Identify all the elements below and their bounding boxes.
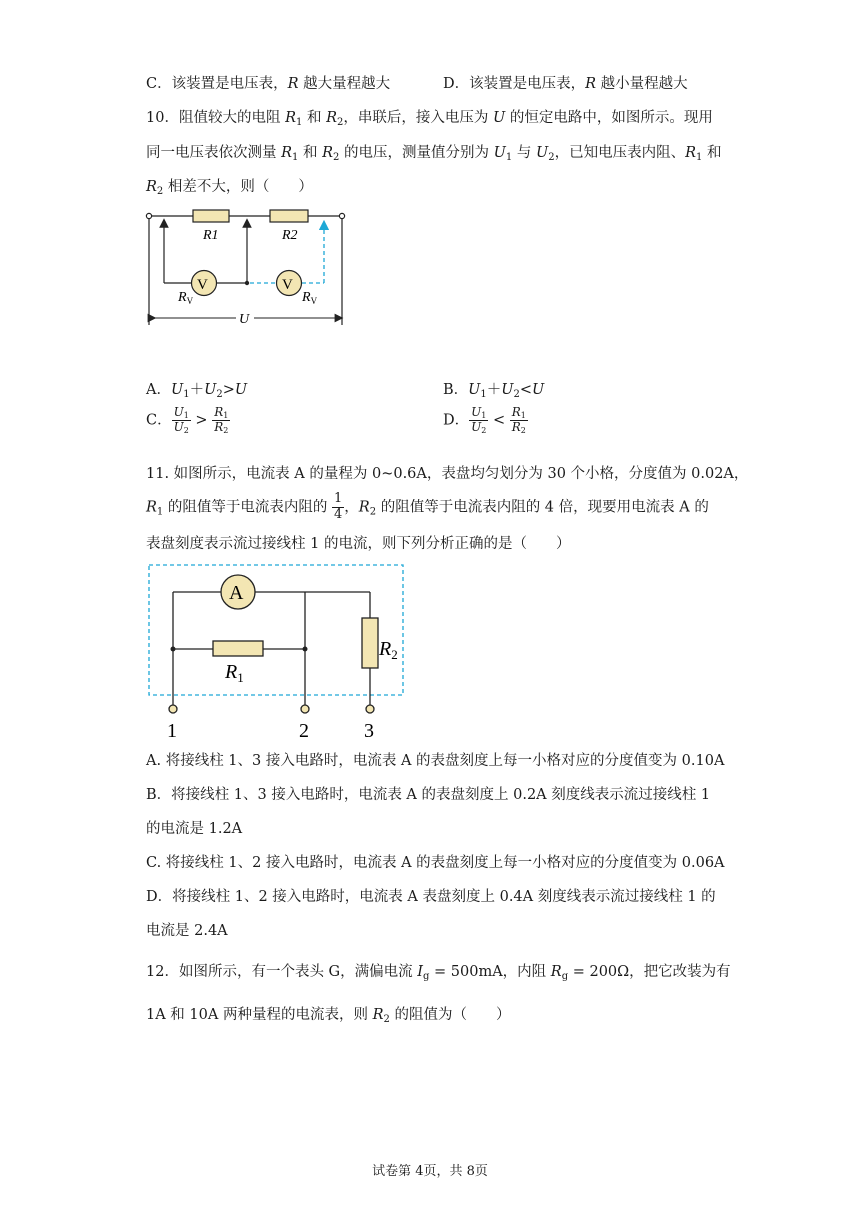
- u-label: U: [239, 312, 250, 327]
- r2-resistor: [362, 618, 378, 668]
- page-footer: 试卷第 4页，共 8页: [372, 1164, 488, 1179]
- rv-label-1: $R_V$: [178, 290, 194, 306]
- terminal-2: [301, 705, 309, 713]
- terminal-3-label: 3: [364, 720, 374, 742]
- terminal-2-label: 2: [299, 720, 309, 742]
- q10-option-d: D． $\frac{U_1}{U_2}$ < $\frac{R_1}{R_2}$: [443, 405, 526, 435]
- q11-option-b-line1: B．将接线柱 1、3 接入电路时，电流表 A 的表盘刻度上 0.2A 刻度线表示流过接线柱 1: [146, 787, 711, 803]
- terminal-1: [169, 705, 177, 713]
- q11-option-d-line1: D．将接线柱 1、2 接入电路时，电流表 A 表盘刻度上 0.4A 刻度线表示流过接线柱 1 的: [146, 889, 716, 905]
- q11-stem-line1: 11. 如图所示，电流表 A 的量程为 0~0.6A，表盘均匀划分为 30 个小格，分度值为 0.02A，: [146, 466, 749, 482]
- terminal-1-label: 1: [167, 720, 177, 742]
- q10-option-a: A．$U_1+U_2>U$: [146, 382, 248, 400]
- voltmeter-2-label: V: [282, 277, 293, 293]
- r1-resistor: [193, 210, 229, 222]
- q11-option-c: C. 将接线柱 1、2 接入电路时，电流表 A 的表盘刻度上每一小格对应的分度值变为 0.06A: [146, 855, 725, 871]
- ammeter-label: A: [229, 582, 244, 604]
- q11-circuit-figure: [145, 560, 407, 742]
- q11-stem-line2: $R_1$ 的阻值等于电流表内阻的 $\frac{1}{4}$ ，$R_2$ 的阻值等于电流表内阻的 4 倍，现要用电流表 A 的: [146, 491, 709, 522]
- q10-option-b: B．$U_1+U_2<U$: [443, 382, 545, 400]
- q10-option-c: C． $\frac{U_1}{U_2}$ > $\frac{R_1}{R_2}$: [146, 405, 229, 435]
- r1-resistor: [213, 641, 263, 656]
- voltmeter-1-label: V: [197, 277, 208, 293]
- q11-option-a: A. 将接线柱 1、3 接入电路时，电流表 A 的表盘刻度上每一小格对应的分度值变为 0.10A: [146, 753, 725, 769]
- q10-stem-line1: 10．阻值较大的电阻 $R_1$ 和 $R_2$，串联后，接入电压为 U 的恒定电路中，如图所示。现用: [146, 110, 713, 128]
- q12-stem-line1: 12．如图所示，有一个表头 G，满偏电流 $I_g = 500mA$，内阻 $R_g = 200\Omega$，把它改装为有: [146, 964, 731, 982]
- r2-label: $R_2$: [379, 638, 398, 662]
- r2-label: R2: [282, 228, 298, 243]
- q11-stem-line3: 表盘刻度表示流过接线柱 1 的电流，则下列分析正确的是（ ）: [146, 536, 571, 552]
- q10-circuit-figure: [140, 205, 355, 330]
- r2-resistor: [270, 210, 308, 222]
- q9-option-c: C．该装置是电压表，R 越大量程越大: [146, 76, 391, 92]
- r1-label: $R_1$: [225, 661, 244, 685]
- terminal-3: [366, 705, 374, 713]
- q9-option-d: D．该装置是电压表，R 越小量程越大: [443, 76, 688, 92]
- q11-option-d-line2: 电流是 2.4A: [146, 923, 228, 939]
- q12-stem-line2: 1A 和 10A 两种量程的电流表，则 $R_2$ 的阻值为（ ）: [146, 1007, 511, 1025]
- rv-label-2: $R_V$: [302, 290, 318, 306]
- q10-stem-line2: 同一电压表依次测量 $R_1$ 和 $R_2$ 的电压，测量值分别为 $U_1$ 与 $U_2$，已知电压表内阻、$R_1$ 和: [146, 145, 722, 163]
- r1-label: R1: [203, 228, 219, 243]
- q10-stem-line3: $R_2$ 相差不大，则（ ）: [146, 179, 313, 197]
- q11-option-b-line2: 的电流是 1.2A: [146, 821, 243, 837]
